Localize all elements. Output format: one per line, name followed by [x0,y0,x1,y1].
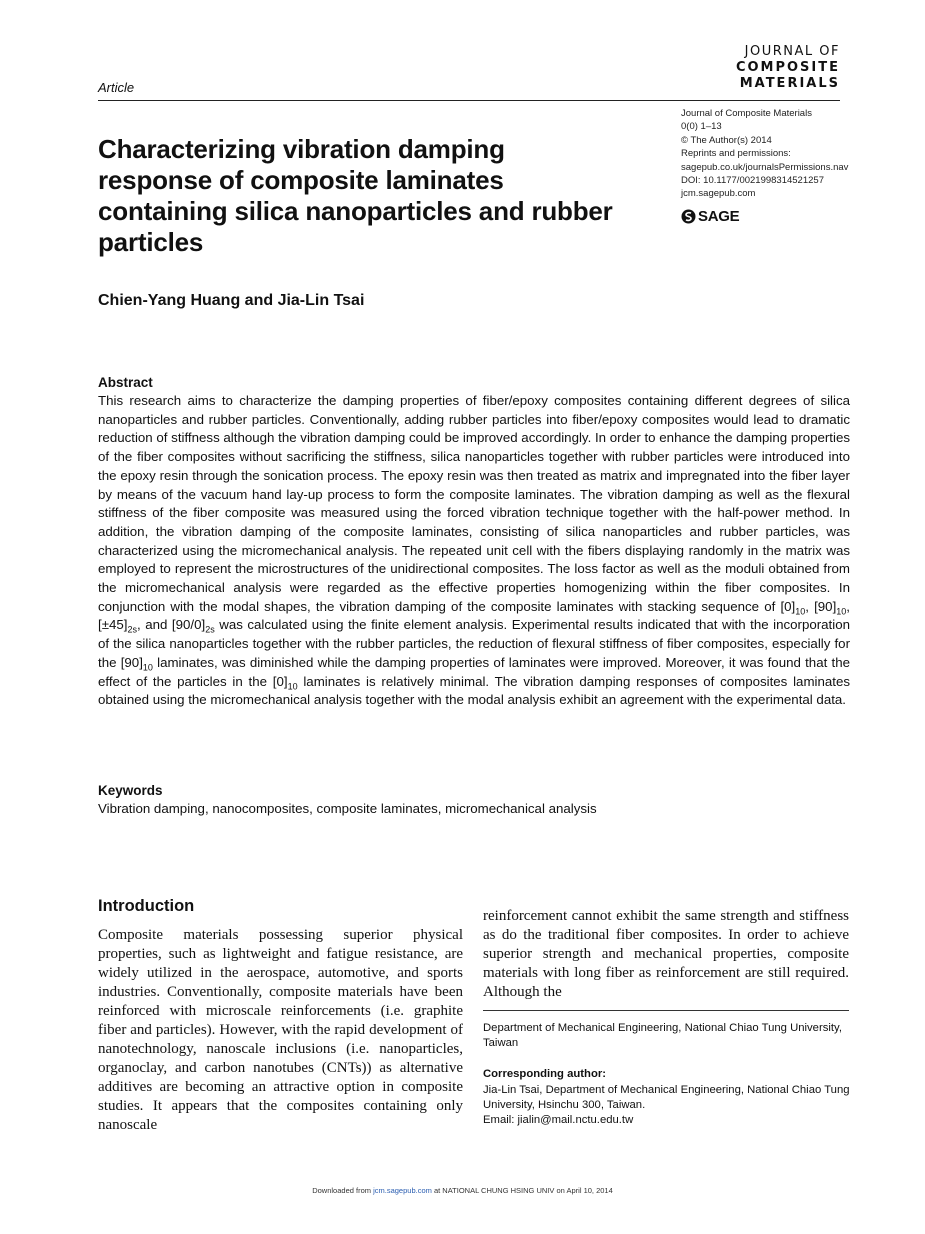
abstract-sub-5: 10 [142,662,153,673]
journal-logo-line-2: COMPOSITE [735,60,840,75]
abstract-sub-1: 10 [795,606,806,617]
journal-logo-line-1: JOURNAL OF [744,44,840,59]
meta-copyright: © The Author(s) 2014 [681,134,772,146]
keywords-heading: Keywords [98,783,163,798]
corresponding-author-address: Jia-Lin Tsai, Department of Mechanical Engineering, National Chiao Tung University, Hsinchu 300, Taiwan. [483,1084,850,1111]
download-footer [0,1186,925,1195]
abstract-sub-4: 2s [205,625,215,636]
journal-logo [736,44,840,92]
abstract-text-3: laminates, was diminished while the damping properties of laminates were improved. Moreover, it was found that the effect of the particles in the [0] [98,654,850,689]
introduction-left-column: Composite materials possessing superior physical properties, such as lightweight and fatigue resistance, are widely utilized in the aerospace, automotive, and sports industries. Conventionally, composite materials have been reinforced with microscale reinforcements (i.e. graphite fiber and particles). However, with the rapid development of nanotechnology, nanoscale inclusions (i.e. nanoparticles, organoclay, and carbon nanotubes (CNTs)) as alternative additives are becoming an attractive option in composite studies. It appears that the composites containing only nanoscale [98,927,463,1133]
meta-doi[interactable]: DOI: 10.1177/0021998314521257 [681,175,824,187]
corresponding-author-email[interactable]: Email: jialin@mail.nctu.edu.tw [483,1114,634,1126]
footer-prefix: Downloaded from [312,1186,374,1195]
meta-journal-url[interactable]: jcm.sagepub.com [681,188,756,200]
meta-volume: 0(0) 1–13 [681,121,722,133]
abstract-text-1: This research aims to characterize the damping properties of fiber/epoxy composites containing different degrees of silica nanoparticles and rubber particles. Conventionally, adding rubber particles into fiber/epoxy composites would lead to dramatic reduction of stiffness although the vibration damping could be improved accordingly. In order to enhance the damping properties of the fiber composites without sacrificing the stiffness, silica nanoparticles together with rubber particles were introduced into the epoxy resin through the sonication process. The epoxy resin was then treated as matrix and impregnated into the fiber layer by means of the vacuum hand lay-up process to form the composite laminates. The vibration damping as well as the flexural stiffness of the fiber composite was measured using the forced vibration technique together with the half-power method. In addition, the vibration damping of the composite laminates, consisting of silica nanoparticles and rubber particles, was characterized using the micromechanical analysis. The repeated unit cell with the fibers displaying randomly in the matrix was employed to represent the microstructures of the unidirectional composites. The loss factor as well as the moduli obtained from the micromechanical analysis were regarded as the effective properties homogenizing within the fiber composites. In conjunction with the modal shapes, the vibration damping of the composite laminates with stacking sequence of [98,393,850,614]
corresponding-author [483,1083,853,1128]
introduction-heading: Introduction [98,897,195,915]
meta-permissions-link[interactable]: sagepub.co.uk/journalsPermissions.nav [681,161,849,173]
abstract-sub-6: 10 [287,681,298,692]
abstract-sub-2: 10 [836,606,847,617]
sage-logo-text: SAGE [698,208,740,225]
journal-meta [681,107,848,201]
authors: Chien-Yang Huang and Jia-Lin Tsai [98,292,365,309]
sage-logo [681,208,739,225]
meta-journal-name: Journal of Composite Materials [681,108,812,119]
abstract-text-2: was calculated using the finite element analysis. Experimental results indicated that with the incorporation of the silica nanoparticles together with the rubber particles, the reduction of flexural stiffness of fiber composites, especially for the [90] [98,617,850,670]
sage-swirl-icon [681,209,696,224]
affiliation: Department of Mechanical Engineering, National Chiao Tung University, Taiwan [483,1022,842,1049]
article-label: Article [98,80,135,95]
journal-logo-line-3: MATERIALS [739,76,840,91]
footer-suffix: at NATIONAL CHUNG HSING UNIV on April 10, 2014 [431,1186,613,1195]
abstract-heading: Abstract [98,375,153,390]
meta-reprints: Reprints and permissions: [681,148,791,160]
abstract-seq-1: [0] [780,598,796,614]
abstract-seq-3: , [±45] [98,598,850,633]
article-title: Characterizing vibration damping response of composite laminates containing silica nanoparticles and rubber particles [98,134,613,257]
abstract-seq-4: , and [90/0] [137,617,206,633]
corresponding-author-heading: Corresponding author: [483,1068,607,1080]
introduction-right-column: reinforcement cannot exhibit the same strength and stiffness as do the traditional fiber composites. In order to achieve superior strength and mechanical properties, composite materials with long fiber as reinforcement are still required. Although the [483,908,849,1000]
abstract-sub-3: 2s [127,625,137,636]
keywords-body: Vibration damping, nanocomposites, composite laminates, micromechanical analysis [98,801,597,816]
abstract-body [98,392,850,710]
header-rule [98,100,840,101]
abstract-text-4: laminates is relatively minimal. The vibration damping responses of composites laminates obtained using the micromechanical analysis together with the modal analysis exhibit an agreement with the experimental data. [98,673,851,708]
affiliation-rule [483,1010,849,1011]
abstract-seq-2: , [90] [805,598,837,614]
footer-link[interactable]: jcm.sagepub.com [373,1186,432,1195]
